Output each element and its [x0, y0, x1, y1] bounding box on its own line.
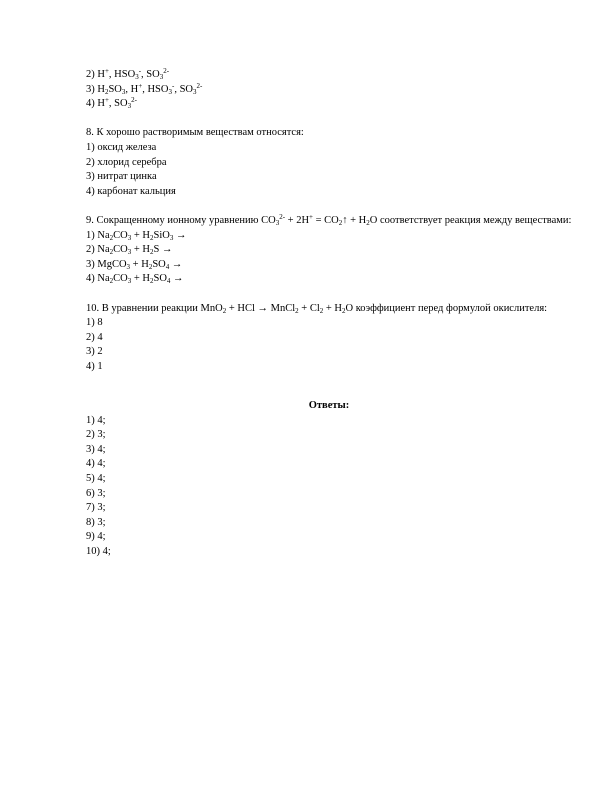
- q9-option-2: 2) $Na_2CO_3 + H_2S$ →: [86, 244, 173, 257]
- answer-item: 8) 3;: [86, 516, 106, 528]
- answer-item: 9) 4;: [86, 531, 106, 543]
- q10-question: 10. В уравнении реакции MnO$_2$ + HCl → MnCl$_2$ + $Cl_2 + H_2O$ коэффициент перед формулой окислителя:: [86, 302, 548, 315]
- q9-option-3: 3) MgCO$_3$ + $H_2SO_4$ →: [86, 258, 183, 271]
- q8-question: 8. К хорошо растворимым веществам относятся:: [86, 127, 304, 139]
- q7-option-2: 2) H+, $HSO_3^-$, $SO_3^{2-}$: [86, 67, 170, 81]
- q9-question: 9. Сокращенному ионному уравнению $CO_3^{2-} + 2H^+$ = $CO_2↑ + H_2O$ соответствует реакция между веществами:: [86, 212, 572, 227]
- q9-option-1: 1) $Na_2CO_3 + H_2SiO_3$ →: [86, 229, 187, 242]
- answer-item: 3) 4;: [86, 443, 106, 455]
- document-page: [86, 68, 572, 560]
- answer-item: 4) 4;: [86, 458, 106, 470]
- answers-section: [86, 399, 572, 560]
- q8-option-3: 3) нитрат цинка: [86, 171, 157, 183]
- question-8: [86, 126, 572, 199]
- q10-option-1: 1) 8: [86, 317, 103, 329]
- answer-item: 6) 3;: [86, 487, 106, 499]
- answer-item: 1) 4;: [86, 414, 106, 426]
- q10-option-2: 2) 4: [86, 331, 103, 343]
- q8-option-4: 4) карбонат кальция: [86, 185, 176, 197]
- answers-heading: Ответы:: [308, 400, 350, 412]
- question-9: [86, 214, 572, 287]
- q8-option-2: 2) хлорид серебра: [86, 156, 167, 168]
- q7-options: [86, 68, 572, 112]
- q8-option-1: 1) оксид железа: [86, 141, 157, 153]
- answer-item: 10) 4;: [86, 546, 111, 557]
- question-10: [86, 302, 572, 375]
- q9-option-4: 4) $Na_2CO_3 + H_2SO_4$ →: [86, 273, 184, 286]
- q10-option-3: 3) 2: [86, 346, 103, 358]
- answer-item: 7) 3;: [86, 502, 106, 514]
- q10-option-4: 4) 1: [86, 360, 103, 372]
- q7-option-4: 4) H+, $SO_3^{2-}$: [86, 96, 137, 111]
- answer-item: 5) 4;: [86, 473, 106, 485]
- answer-item: 2) 3;: [86, 429, 106, 441]
- q7-option-3: 3) $H_2SO_3$, H+, $HSO_3^-$, $SO_3^{2-}$: [86, 81, 203, 96]
